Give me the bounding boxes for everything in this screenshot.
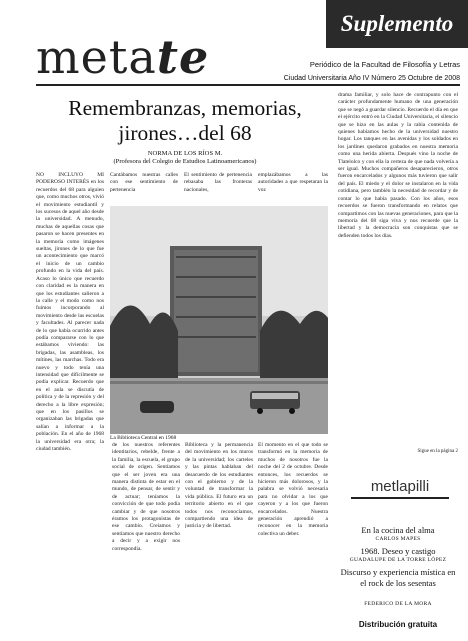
metlapilli-logo-text: metlapilli [370, 478, 430, 495]
masthead-rule [36, 84, 460, 86]
sidebar-item-title[interactable]: En la cocina del alma [361, 525, 435, 535]
distribution-note: Distribución gratuita [358, 620, 438, 629]
author-name: NORMA DE LOS RÍOS M. [147, 150, 223, 157]
article-column-3: El sentimiento de pertenencia rebasaba las fronteras nacionales, [184, 172, 252, 193]
supplement-banner: Suplemento [326, 0, 468, 48]
logo-plain-text: meta [36, 30, 157, 84]
article-column-8: drama familiar, y solo hace de contrapunto con el carácter profundamente humano de una generación que se negó a guardar silencio. Recuerdo el día en que el ejército entró en la Ciudad Universitaria, el silencio que se hizo en las aulas y la rabia contenida de quienes habíamos hecho de la universidad nuestro hogar. Los tanques en las avenidas y los soldados en los jardines quedaron grabados en nuestra memoria como una herida abierta. Después vino la noche de Tlatelolco y con ella la certeza de que nada volvería a ser igual. Muchos compañeros desaparecieron, otros fueron encarcelados y algunos más tuvieron que salir del país. El miedo y el dolor se instalaron en la vida cotidiana, pero también la necesidad de recordar y de contar lo que había pasado. Con los años, esos recuerdos se fueron transformando en relatos que compartimos con las nuevas generaciones, para que la memoria del 68 siga viva y nos recuerde que la libertad y la democracia son conquistas que se defienden todos los días. [338, 92, 458, 239]
author-role: (Profesora del Colegio de Estudios Latinoamericanos) [113, 158, 257, 165]
article-column-6: Biblioteca y la permanencia del movimiento en los muros de la universidad; los carteles y las pintas hablaban del desacuerdo de los estudiantes con el gobierno y de la voluntad de transformar la vida pública. El futuro era un territorio abierto en el que todos nos reconocíamos, compartiendo una idea de justicia y de libertad. [185, 442, 253, 530]
article-byline [40, 150, 330, 166]
publication-description: Periódico de la Facultad de Filosofía y Letras [309, 60, 460, 69]
article-column-4: emplazábamos a las autoridades a que respetaran la voz [258, 172, 328, 193]
continued-note[interactable]: Sigue en la página 2 [417, 449, 458, 454]
photo-caption: La Biblioteca Central en 1968 [110, 435, 177, 441]
article-headline: Remembranzas, memorias, jirones…del 68 [68, 96, 302, 145]
article-column-5: de los nuestros referentes identitarios, rebelde, frente a la familia, la escuela, el grupo social de origen. Sentíamos que el ser joven era una manera distinta de estar en el mundo, de pensar, de sentir y de actuar; teníamos la convicción de que todo podía cambiar y de que nosotros éramos los protagonistas de ese cambio. Creíamos y sentíamos que nuestro derecho a decir y a exigir nos correspondía. [112, 442, 180, 552]
article-column-1: NO INCLUYO MI PODEROSO INTERÉS en los recuerdos del 68 para alguien que, como muchos otros, vivió el movimiento estudiantil y los sucesos de aquel año desde la universidad. A menudo, muchas de aquellas cosas que pasaron se hacen presentes en la memoria como imágenes sueltas, jirones de lo que fue un acontecimiento que marcó el inicio de un cambio profundo en la vida del país. Acaso lo único que recuerdo con claridad es la manera en que los estudiantes salieron a la calle y el modo como nos fuimos incorporando al movimiento desde las escuelas y facultades. Al parecer nada de lo que había ocurrido antes podía compararse con lo que estábamos viviendo: las brigadas, las asambleas, los mítines, las marchas. Todo era nuevo y todo tenía una intensidad que difícilmente se podía explicar. Recuerdo que en el aula se discutía de política y de la represión y del derecho a la libre expresión; que en los pasillos se organizaban las brigadas que salían a informar a la población. En el año de 1968 la universidad era otra; la ciudad también. [36, 172, 104, 453]
metlapilli-logo[interactable] [349, 471, 451, 501]
masthead-logo[interactable] [36, 30, 209, 84]
sidebar-item-title[interactable]: Discurso y experiencia mística en el rock de los sesentas [340, 567, 456, 588]
article-column-2: Cantábamos nuestras calles con ese sentimiento de pertenencia [110, 172, 178, 193]
article-column-7: El momento en el que todo se transformó en la memoria de muchos de nosotros fue la noche del 2 de octubre. Desde entonces, los recuerdos se hicieron más dolorosos, y la palabra se volvió necesaria para no olvidar a los que cayeron y a los que fueron encarcelados. Nuestra generación aprendió a reconocer en la memoria colectiva un deber. [258, 442, 328, 537]
sidebar-item-author: FEDERICO DE LA MORA [364, 601, 432, 607]
library-photo [110, 206, 328, 434]
logo-bold-text: te [156, 30, 210, 84]
sidebar-item-title[interactable]: 1968. Deseo y castigo [360, 546, 436, 556]
sidebar-item-author: CARLOS MAPES [375, 536, 421, 542]
sidebar-item-author: GUADALUPE DE LA TORRE LÓPEZ [349, 557, 447, 563]
issue-info: Ciudad Universitaria Año IV Número 25 Octubre de 2008 [283, 75, 460, 82]
